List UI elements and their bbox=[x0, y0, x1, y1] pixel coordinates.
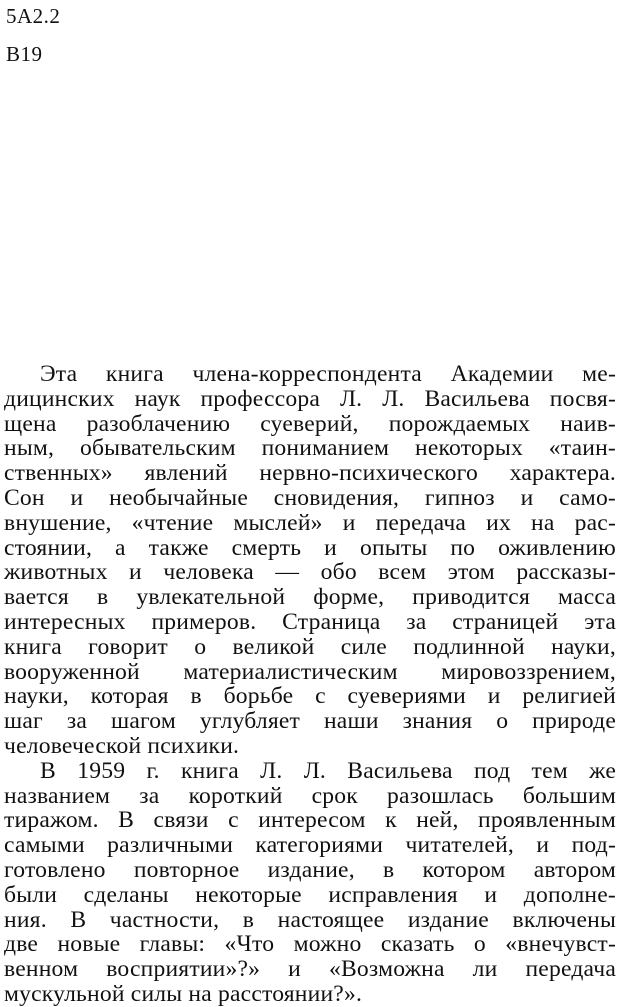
text-line: В 1959 г. книга Л. Л. Васильева под тем же bbox=[40, 757, 616, 784]
text-line: стоянии, а также смерть и опыты по оживлению bbox=[4, 534, 616, 561]
text-line: ственных» явлений нервно-психического характера. bbox=[4, 460, 616, 487]
udc-code: 5А2.2 bbox=[6, 4, 61, 28]
annotation-text bbox=[4, 362, 616, 1007]
text-line: человеческой психики. bbox=[4, 732, 240, 759]
text-line: названием за короткий срок разошлась большим bbox=[4, 782, 616, 809]
text-line: науки, которая в борьбе с суевериями и религией bbox=[4, 683, 616, 710]
text-line: шаг за шагом углубляет наши знания о природе bbox=[4, 708, 616, 735]
text-line: готовлено повторное издание, в котором автором bbox=[4, 856, 616, 883]
text-line: ным, обывательским пониманием некоторых «таин- bbox=[4, 435, 616, 462]
text-line: щена разоблачению суеверий, порождаемых наив- bbox=[4, 410, 616, 437]
text-line: интересных примеров. Страница за страницей эта bbox=[4, 608, 616, 635]
text-line: были сделаны некоторые исправления и дополне- bbox=[4, 881, 616, 908]
bbk-code: В19 bbox=[6, 42, 43, 66]
text-line: книга говорит о великой силе подлинной науки, bbox=[4, 633, 616, 660]
text-line: мускульной силы на расстоянии?». bbox=[4, 980, 363, 1007]
text-line: ния. В частности, в настоящее издание включены bbox=[4, 906, 616, 933]
text-line: тиражом. В связи с интересом к ней, проявленным bbox=[4, 807, 616, 834]
text-line: самыми различными категориями читателей, и под- bbox=[4, 832, 616, 859]
text-line: венном восприятии»?» и «Возможна ли передача bbox=[4, 956, 616, 983]
text-line: Эта книга члена-корреспондента Академии ме- bbox=[40, 361, 616, 387]
text-line: две новые главы: «Что можно сказать о «внечувст- bbox=[4, 931, 616, 958]
text-line: животных и человека — обо всем этом рассказы- bbox=[4, 559, 616, 586]
text-line: Сон и необычайные сновидения, гипноз и само- bbox=[4, 484, 616, 511]
text-line: внушение, «чтение мыслей» и передача их на рас- bbox=[4, 509, 616, 536]
text-line: вооруженной материалистическим мировоззрением, bbox=[4, 658, 616, 685]
text-line: вается в увлекательной форме, приводится масса bbox=[4, 584, 616, 611]
text-line: дицинских наук профессора Л. Л. Васильева посвя- bbox=[4, 385, 616, 412]
